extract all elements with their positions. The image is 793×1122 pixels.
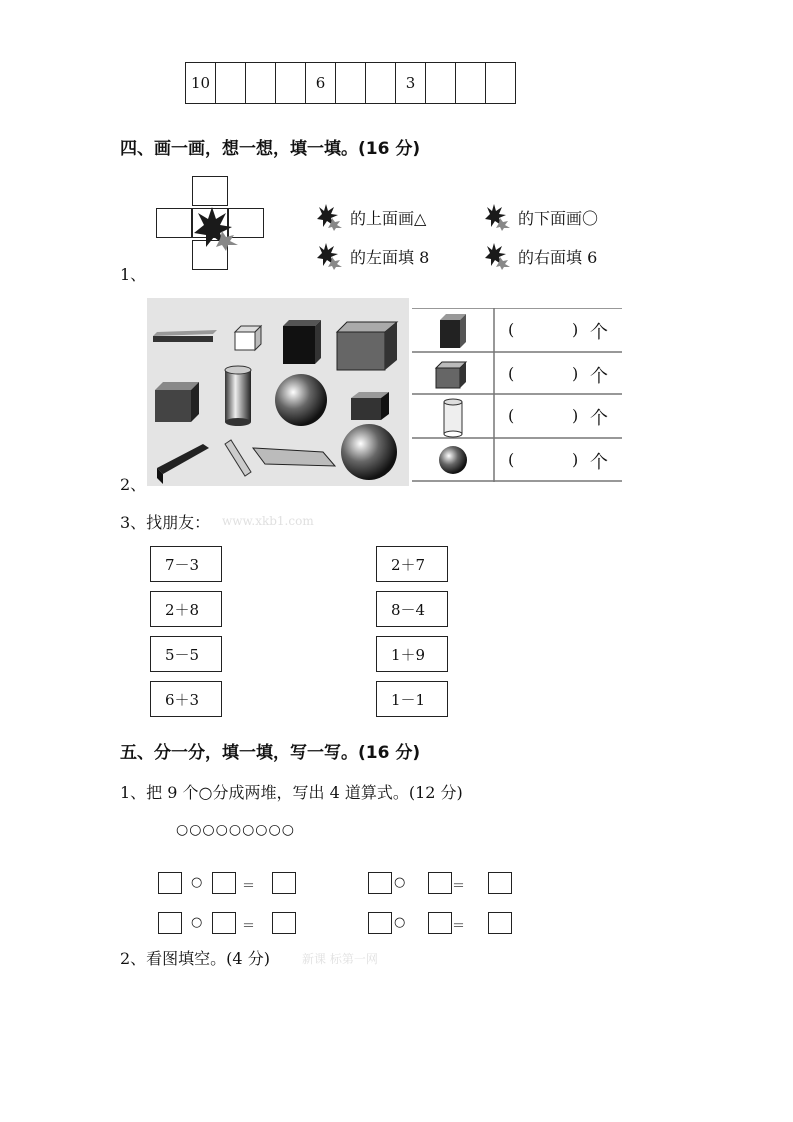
cylinder-icon: [225, 440, 251, 476]
answer-box[interactable]: [488, 872, 512, 894]
number-cell[interactable]: [246, 62, 276, 104]
number-cell[interactable]: [336, 62, 366, 104]
answer-box[interactable]: [368, 872, 392, 894]
section-4-heading: 四、画一画，想一想，填一填。(16 分): [120, 139, 421, 159]
instruction-above: [316, 203, 426, 231]
cylinder-icon: [225, 366, 251, 426]
cube-icon: [337, 322, 397, 370]
number-cell[interactable]: [456, 62, 486, 104]
answer-box[interactable]: [158, 912, 182, 934]
left-expression-box[interactable]: 7－3: [150, 546, 222, 582]
answer-box[interactable]: [212, 872, 236, 894]
instruction-below: [484, 203, 598, 231]
instruction-text: 的上面画△: [350, 208, 427, 228]
q2-label: 2、: [120, 475, 147, 494]
nine-circles: ○○○○○○○○○: [176, 822, 295, 838]
equals-sign: ＝: [242, 879, 256, 894]
cuboid-icon: [253, 448, 335, 466]
operator-blank[interactable]: ○: [394, 915, 406, 930]
count-blank-close: ): [572, 364, 579, 383]
count-blank-close: ): [572, 450, 579, 469]
unit-label: 个: [590, 366, 608, 387]
instruction-text: 的左面填 8: [350, 247, 430, 267]
cuboid-icon: [157, 444, 209, 484]
unit-label: 个: [590, 322, 608, 343]
table-row: [412, 438, 622, 481]
equals-sign: ＝: [452, 919, 466, 934]
count-blank[interactable]: (: [508, 450, 515, 469]
operator-blank[interactable]: ○: [191, 915, 203, 930]
answer-box[interactable]: [212, 912, 236, 934]
cube-icon: [432, 358, 472, 392]
cube-icon: [351, 392, 389, 420]
equals-sign: ＝: [242, 919, 256, 934]
sphere-icon: [275, 374, 327, 426]
table-row: [412, 308, 622, 351]
number-cell[interactable]: [216, 62, 246, 104]
sphere-icon: [341, 424, 397, 480]
unit-label: 个: [590, 408, 608, 429]
answer-box[interactable]: [272, 912, 296, 934]
right-expression-box[interactable]: 1－1: [376, 681, 448, 717]
answer-box[interactable]: [428, 872, 452, 894]
answer-box[interactable]: [272, 872, 296, 894]
table-row: [412, 352, 622, 395]
answer-box[interactable]: [488, 912, 512, 934]
count-blank[interactable]: (: [508, 364, 515, 383]
q5-1-text: 1、把 9 个○分成两堆，写出 4 道算式。(12 分): [120, 783, 463, 802]
sphere-icon: [436, 444, 470, 476]
unit-label: 个: [590, 452, 608, 473]
leaf-icon: [316, 203, 344, 231]
number-cell: 10: [186, 62, 216, 104]
grid-cell-left[interactable]: [156, 208, 192, 238]
q3-label: 3、找朋友：: [120, 513, 211, 532]
cuboid-icon: [436, 312, 470, 350]
right-expression-box[interactable]: 8－4: [376, 591, 448, 627]
count-blank[interactable]: (: [508, 320, 515, 339]
number-cell[interactable]: [426, 62, 456, 104]
table-row: [412, 394, 622, 437]
instruction-text: 的下面画〇: [518, 208, 599, 228]
instruction-text: 的右面填 6: [518, 247, 598, 267]
cuboid-icon: [153, 330, 217, 342]
number-cell: 3: [396, 62, 426, 104]
right-expression-box[interactable]: 1＋9: [376, 636, 448, 672]
count-blank[interactable]: (: [508, 406, 515, 425]
q1-label: 1、: [120, 265, 147, 284]
leaf-icon: [484, 203, 512, 231]
instruction-right: [484, 242, 597, 270]
equals-sign: ＝: [452, 879, 466, 894]
number-sequence-row: [185, 62, 516, 104]
count-blank-close: ): [572, 320, 579, 339]
number-cell[interactable]: [276, 62, 306, 104]
instruction-left: [316, 242, 429, 270]
q5-2-watermark: 新课 标第一网: [302, 952, 378, 966]
operator-blank[interactable]: ○: [394, 875, 406, 890]
count-blank-close: ): [572, 406, 579, 425]
answer-box[interactable]: [158, 872, 182, 894]
shape-count-table: [412, 308, 622, 482]
left-expression-box[interactable]: 2＋8: [150, 591, 222, 627]
left-expression-box[interactable]: 5－5: [150, 636, 222, 672]
right-expression-box[interactable]: 2＋7: [376, 546, 448, 582]
cube-icon: [283, 320, 321, 364]
operator-blank[interactable]: ○: [191, 875, 203, 890]
answer-box[interactable]: [368, 912, 392, 934]
section-5-heading: 五、分一分，填一填，写一写。(16 分): [120, 743, 421, 763]
cylinder-icon: [440, 398, 466, 438]
cube-icon: [155, 382, 199, 422]
q5-2-text: 2、看图填空。(4 分): [120, 949, 270, 968]
number-cell: 6: [306, 62, 336, 104]
answer-box[interactable]: [428, 912, 452, 934]
leaf-icon: [316, 242, 344, 270]
number-cell[interactable]: [486, 62, 516, 104]
left-expression-box[interactable]: 6＋3: [150, 681, 222, 717]
leaf-icon: [484, 242, 512, 270]
shapes-picture: [147, 298, 409, 486]
leaf-icon: [192, 205, 242, 253]
number-cell[interactable]: [366, 62, 396, 104]
q3-watermark: www.xkb1.com: [222, 514, 314, 528]
grid-cell-top[interactable]: [192, 176, 228, 206]
cube-icon: [235, 326, 261, 350]
